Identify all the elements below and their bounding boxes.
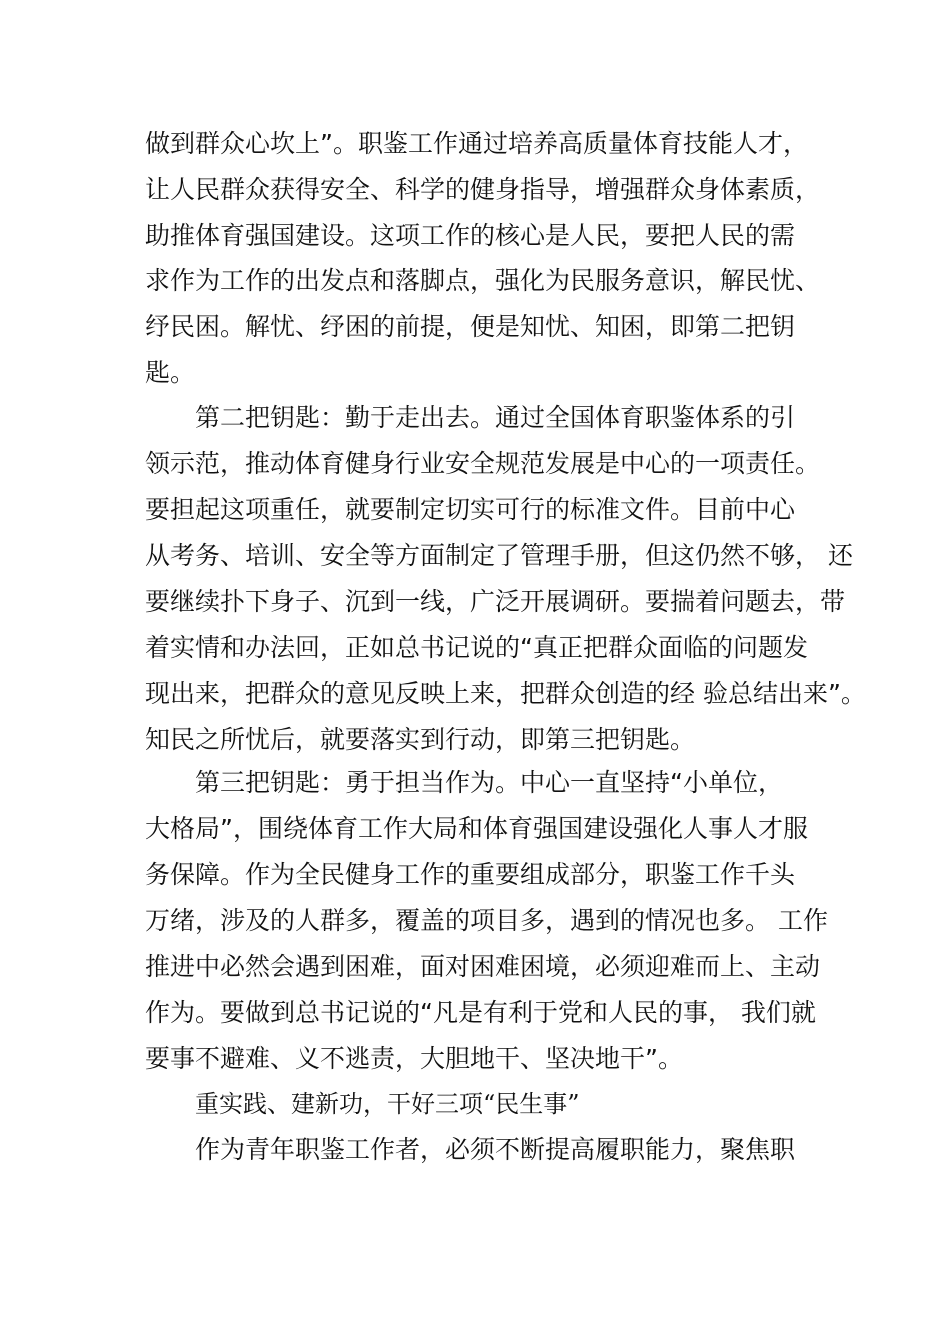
paragraph-line-14: 知民之所忧后，就要落实到行动，即第三把钥匙。 (145, 725, 696, 754)
paragraph-line-16: 大格局”，围绕体育工作大局和体育强国建设强化人事人才服 (145, 814, 808, 843)
section-heading: 重实践、建新功，干好三项“民生事” (195, 1090, 580, 1118)
paragraph-line-11: 要继续扑下身子、沉到一线，广泛开展调研。要揣着问题去，带 (145, 587, 846, 616)
paragraph-line-9: 要担起这项重任，就要制定切实可行的标准文件。目前中心 (145, 495, 796, 524)
paragraph-line-8: 领示范，推动体育健身行业安全规范发展是中心的一项责任。 (145, 449, 821, 478)
paragraph-line-4: 求作为工作的出发点和落脚点，强化为民服务意识，解民忧、 (145, 266, 821, 295)
paragraph-line-7: 第二把钥匙：勤于走出去。通过全国体育职鉴体系的引 (195, 403, 796, 432)
paragraph-line-19: 推进中必然会遇到困难，面对困难困境，必须迎难而上、主动 (145, 952, 821, 981)
paragraph-line-5: 纾民困。解忧、纾困的前提，便是知忧、知困，即第二把钥 (145, 312, 796, 341)
paragraph-line-20: 作为。要做到总书记说的“凡是有利于党和人民的事， 我们就 (145, 998, 816, 1027)
paragraph-line-18: 万绪，涉及的人群多，覆盖的项目多，遇到的情况也多。 工作 (145, 906, 828, 935)
paragraph-line-10: 从考务、培训、安全等方面制定了管理手册，但这仍然不够， 还 (145, 541, 853, 570)
paragraph-line-2: 让人民群众获得安全、科学的健身指导，增强群众身体素质， (145, 175, 821, 204)
paragraph-line-21: 要事不避难、义不逃责，大胆地干、坚决地干”。 (145, 1044, 683, 1073)
paragraph-line-15: 第三把钥匙：勇于担当作为。中心一直坚持“小单位， (195, 768, 783, 797)
paragraph-line-1: 做到群众心坎上”。职鉴工作通过培养高质量体育技能人才， (145, 129, 808, 158)
paragraph-line-3: 助推体育强国建设。这项工作的核心是人民，要把人民的需 (145, 221, 796, 250)
paragraph-line-12: 着实情和办法回，正如总书记说的“真正把群众面临的问题发 (145, 633, 808, 662)
paragraph-line-17: 务保障。作为全民健身工作的重要组成部分，职鉴工作千头 (145, 860, 796, 889)
paragraph-line-23: 作为青年职鉴工作者，必须不断提高履职能力，聚焦职 (195, 1135, 796, 1164)
paragraph-line-6: 匙。 (145, 358, 196, 387)
paragraph-line-13: 现出来，把群众的意见反映上来，把群众创造的经 验总结出来”。 (145, 679, 866, 708)
